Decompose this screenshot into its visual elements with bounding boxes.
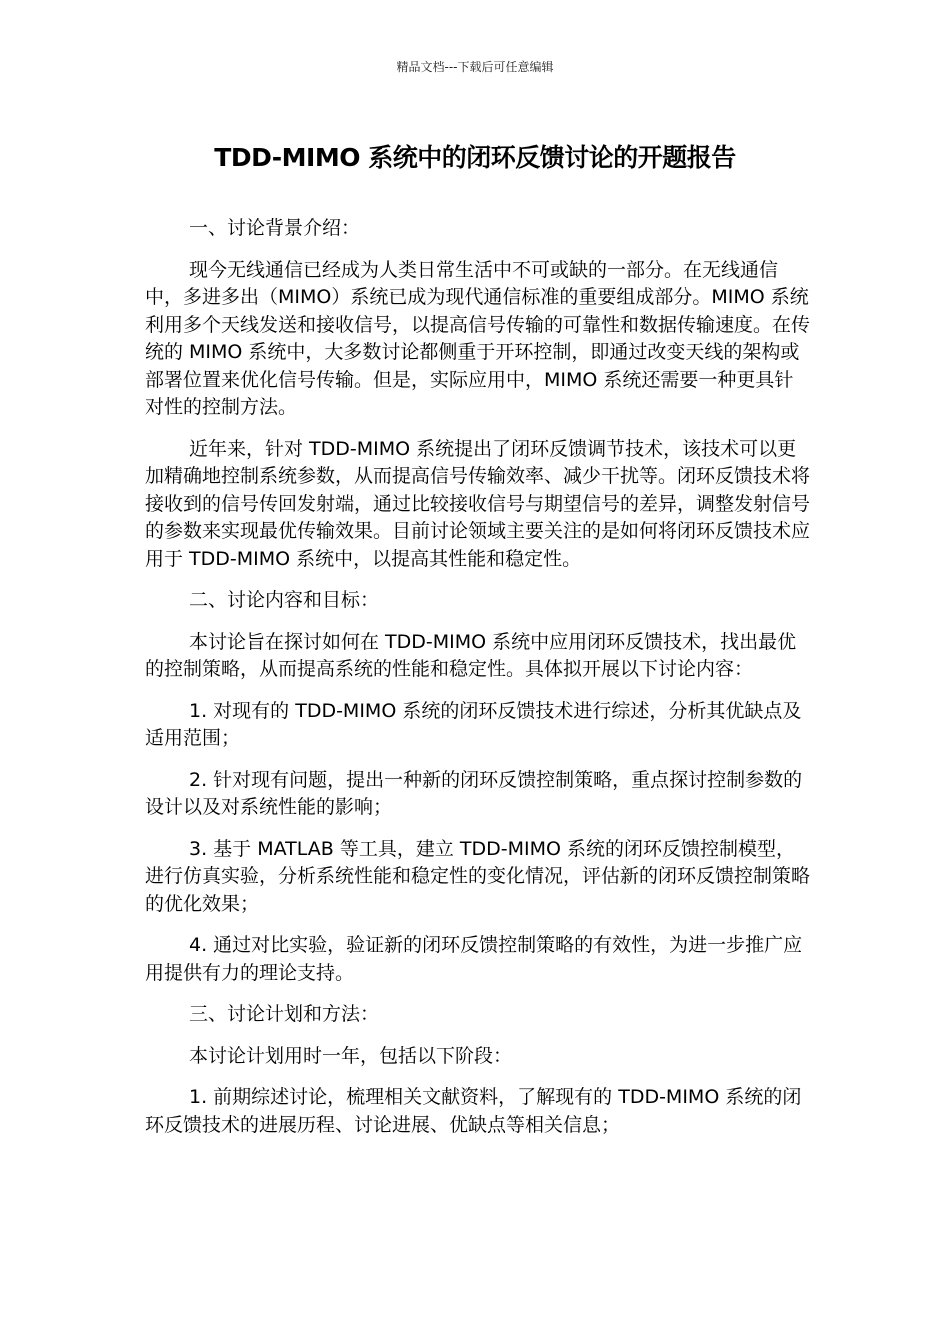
section-heading-plan-methods: 三、讨论计划和方法： — [189, 1003, 380, 1025]
section-heading-background: 一、讨论背景介绍： — [189, 217, 361, 239]
paragraph: 本讨论计划用时一年，包括以下阶段： — [189, 1044, 513, 1067]
paragraph: 本讨论旨在探讨如何在 TDD-MIMO 系统中应用闭环反馈技术，找出最优的控制策略，从而提高系统的性能和稳定性。具体拟开展以下讨论内容： — [145, 630, 797, 680]
paragraph: 近年来，针对 TDD-MIMO 系统提出了闭环反馈调节技术，该技术可以更加精确地控制系统参数，从而提高信号传输效率、减少干扰等。闭环反馈技术将接收到的信号传回发射端，通过比较接收信号与期望信号的差异，调整发射信号的参数来实现最优传输效果。目前讨论领域主要关注的是如何将闭环反馈技术应用于 TDD-MIMO 系统中，以提高其性能和稳定性。 — [145, 437, 811, 570]
paragraph: 现今无线通信已经成为人类日常生活中不可或缺的一部分。在无线通信中，多进多出（MIMO）系统已成为现代通信标准的重要组成部分。MIMO 系统利用多个天线发送和接收信号，以提高信号传输的可靠性和数据传输速度。在传统的 MIMO 系统中，大多数讨论都侧重于开环控制，即通过改变天线的架构或部署位置来优化信号传输。但是，实际应用中，MIMO 系统还需要一种更具针对性的控制方法。 — [145, 258, 811, 418]
list-item: 1. 对现有的 TDD-MIMO 系统的闭环反馈技术进行综述，分析其优缺点及适用范围； — [145, 699, 802, 749]
page-header: 精品文档---下载后可任意编辑 — [396, 60, 554, 74]
list-item: 3. 基于 MATLAB 等工具，建立 TDD-MIMO 系统的闭环反馈控制模型，进行仿真实验，分析系统性能和稳定性的变化情况，评估新的闭环反馈控制策略的优化效果； — [145, 837, 811, 915]
list-item: 4. 通过对比实验，验证新的闭环反馈控制策略的有效性，为进一步推广应用提供有力的理论支持。 — [145, 934, 803, 984]
section-heading-content-goals: 二、讨论内容和目标： — [189, 589, 380, 611]
document-body — [145, 215, 810, 1153]
document-title: TDD-MIMO 系统中的闭环反馈讨论的开题报告 — [214, 143, 736, 172]
list-item: 2. 针对现有问题，提出一种新的闭环反馈控制策略，重点探讨控制参数的设计以及对系统性能的影响； — [145, 768, 803, 818]
list-item: 1. 前期综述讨论，梳理相关文献资料，了解现有的 TDD-MIMO 系统的闭环反馈技术的进展历程、讨论进展、优缺点等相关信息； — [145, 1086, 802, 1136]
